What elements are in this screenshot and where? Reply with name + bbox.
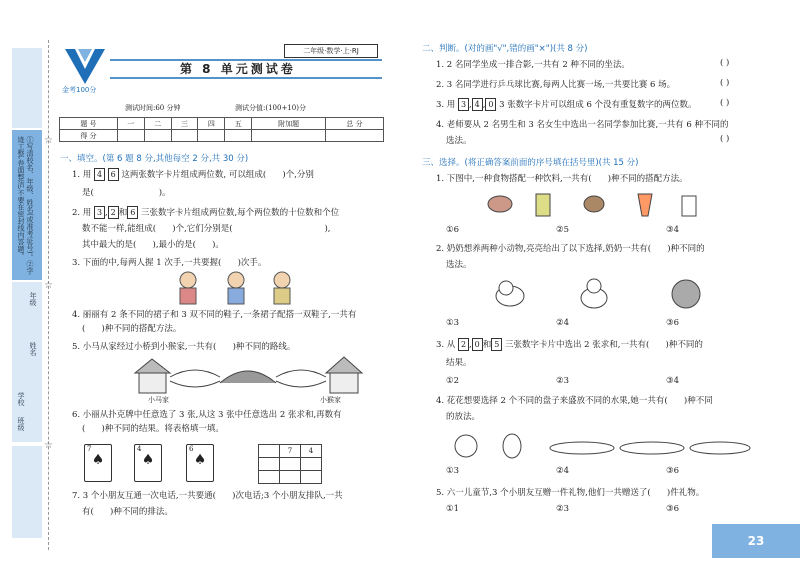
option[interactable]: ③4 xyxy=(666,225,680,235)
number-card: 6 xyxy=(127,206,138,219)
section-1-heading: 一、填空。(第 6 题 8 分,其他每空 2 分,共 30 分) xyxy=(60,154,249,164)
option[interactable]: ②4 xyxy=(556,318,570,328)
score-cell[interactable] xyxy=(144,130,171,142)
score-header-cell: 二 xyxy=(144,118,171,130)
judge-4-line2: 选法。 xyxy=(446,136,472,146)
judge-4: 4. 老师要从 2 名男生和 3 名女生中选出一名同学参加比赛,一共有 6 种不同的 xyxy=(436,120,729,130)
home-label-monkey: 小猴家 xyxy=(320,396,341,404)
option[interactable]: ②4 xyxy=(556,466,570,476)
score-header-cell: 一 xyxy=(117,118,144,130)
option[interactable]: ③4 xyxy=(666,376,680,386)
score-header-cell: 附加题 xyxy=(252,118,326,130)
animals-icon xyxy=(494,276,706,312)
test-score: 测试分值:(100+10)分 xyxy=(235,104,306,112)
option[interactable]: ③6 xyxy=(666,504,680,514)
poker-card: 4 ♠ xyxy=(134,444,162,482)
answer-paren[interactable]: ( ) xyxy=(720,98,730,108)
number-card: 0 xyxy=(485,98,496,111)
option[interactable]: ③6 xyxy=(666,466,680,476)
number-card: 0 xyxy=(472,338,483,351)
score-header-cell: 四 xyxy=(198,118,225,130)
poker-card: 6 ♠ xyxy=(186,444,214,482)
number-card: 6 xyxy=(108,168,119,181)
home-label-horse: 小马家 xyxy=(148,396,169,404)
route-diagram xyxy=(130,355,370,397)
answer-paren[interactable]: ( ) xyxy=(720,134,730,144)
seal-line xyxy=(48,40,49,550)
three-children-icon xyxy=(174,270,304,306)
option[interactable]: ③6 xyxy=(666,318,680,328)
score-cell[interactable] xyxy=(225,130,252,142)
judge-1: 1. 2 名同学坐成一排合影,一共有 2 种不同的坐法。 xyxy=(436,60,630,70)
option[interactable]: ①6 xyxy=(446,225,460,235)
question-4: 4. 丽丽有 2 条不同的裙子和 3 双不同的鞋子,一条裙子配搭一双鞋子,一共有 xyxy=(72,310,357,320)
question-2-line2: 数不能一样,能组成( )个,它们分别是( ), xyxy=(82,224,331,234)
question-6-line2: ( )种不同的结果。将表格填一填。 xyxy=(82,424,224,434)
score-header-cell: 五 xyxy=(225,118,252,130)
number-card: 4 xyxy=(94,168,105,181)
choice-1: 1. 下图中,一种食物搭配一种饮料,一共有( )种不同的搭配方法。 xyxy=(436,174,688,184)
choice-4-line2: 的放法。 xyxy=(446,412,481,422)
score-table xyxy=(59,117,384,142)
spade-icon: ♠ xyxy=(193,452,207,468)
number-card: 5 xyxy=(491,338,502,351)
choice-2-line2: 选法。 xyxy=(446,260,472,270)
sidebar-notice: ①写清校名、年级、姓名(或准考证号)。②字迹工整,卷面整洁,不要在密封线内答题。 xyxy=(17,136,34,275)
number-card: 2 xyxy=(108,206,119,219)
answer-paren[interactable]: ( ) xyxy=(720,58,730,68)
section-2-heading: 二、判断。(对的画"√",错的画"×")(共 8 分) xyxy=(422,44,588,54)
option[interactable]: ①3 xyxy=(446,466,460,476)
score-header-cell: 总 分 xyxy=(326,118,384,130)
grade-tag: 二年级·数学·上·RJ xyxy=(284,44,378,58)
question-6: 6. 小丽从扑克牌中任意选了 3 张,从这 3 张中任意选出 2 张求和,再数有 xyxy=(72,410,342,420)
choice-3-line2: 结果。 xyxy=(446,358,472,368)
page-number: 23 xyxy=(712,524,800,558)
grade-label: 年级 xyxy=(29,292,37,306)
judge-3: 3. 用 3 , 4 , 0 3 张数字卡片可以组成 6 个没有重复数字的两位数。 xyxy=(436,100,697,110)
test-time: 测试时间:60 分钟 xyxy=(125,104,181,112)
question-1-line2: 是( )。 xyxy=(82,188,171,198)
option[interactable]: ①2 xyxy=(446,376,460,386)
logo-text: 金考100分 xyxy=(62,86,97,94)
star-icon: ☆ xyxy=(44,135,53,146)
option[interactable]: ②3 xyxy=(556,504,570,514)
name-label: 姓名 xyxy=(29,342,37,356)
sidebar-top-panel xyxy=(12,48,42,128)
option[interactable]: ②3 xyxy=(556,376,570,386)
question-7-line2: 有( )种不同的排法。 xyxy=(82,507,173,517)
question-2: 2. 用 3 , 2 和 6 三张数字卡片组成两位数,每个两位数的十位数和个位 xyxy=(72,208,340,218)
option[interactable]: ①3 xyxy=(446,318,460,328)
question-5: 5. 小马从家经过小桥到小猴家,一共有( )种不同的路线。 xyxy=(72,342,296,352)
choice-2: 2. 奶奶想养两种小动物,亮亮给出了以下选择,奶奶一共有( )种不同的 xyxy=(436,244,705,254)
number-card: 3 xyxy=(94,206,105,219)
score-cell[interactable] xyxy=(198,130,225,142)
score-cell[interactable] xyxy=(252,130,326,142)
number-card: 3 xyxy=(458,98,469,111)
score-cell[interactable] xyxy=(117,130,144,142)
number-card: 2 xyxy=(458,338,469,351)
question-2-line3: 其中最大的是( ),最小的是( )。 xyxy=(82,240,224,250)
class-label: 班级 xyxy=(17,417,25,431)
school-label: 学校 xyxy=(17,392,25,406)
star-icon: ☆ xyxy=(44,440,53,451)
spade-icon: ♠ xyxy=(141,452,155,468)
sidebar-notice-panel xyxy=(12,130,42,280)
judge-2: 2. 3 名同学进行乒乓球比赛,每两人比赛一场,一共要比赛 6 场。 xyxy=(436,80,676,90)
food-drinks-icon xyxy=(486,190,706,218)
number-card: 4 xyxy=(472,98,483,111)
choice-4: 4. 花花想要选择 2 个不同的盘子来盛放不同的水果,她一共有( )种不同 xyxy=(436,396,713,406)
option[interactable]: ①1 xyxy=(446,504,460,514)
sidebar-bottom-panel xyxy=(12,446,42,538)
question-1: 1. 用 4 6 这两张数字卡片组成两位数, 可以组成( )个,分别 xyxy=(72,170,314,180)
fruits-plates-icon xyxy=(452,430,752,460)
score-cell[interactable] xyxy=(326,130,384,142)
section-3-heading: 三、选择。(将正确答案前面的序号填在括号里)(共 15 分) xyxy=(422,158,639,168)
score-header-cell: 题 号 xyxy=(60,118,118,130)
score-cell[interactable] xyxy=(171,130,198,142)
score-row-label: 得 分 xyxy=(60,130,118,142)
sum-table: 7 4 xyxy=(258,444,322,484)
question-4-line2: ( )种不同的搭配方法。 xyxy=(82,324,182,334)
poker-card: 7 ♠ xyxy=(84,444,112,482)
sidebar-info-panel xyxy=(12,282,42,442)
choice-3: 3. 从 2 , 0 和 5 三张数字卡片中选出 2 张求和,一共有( )种不同的 xyxy=(436,340,703,350)
score-header-cell: 三 xyxy=(171,118,198,130)
choice-5: 5. 六一儿童节,3 个小朋友互赠一件礼物,他们一共赠送了( )件礼物。 xyxy=(436,488,705,498)
logo-icon xyxy=(60,44,110,90)
page-title: 第 8 单元测试卷 xyxy=(180,62,296,76)
answer-paren[interactable]: ( ) xyxy=(720,78,730,88)
option[interactable]: ②5 xyxy=(556,225,570,235)
question-3: 3. 下面的中,每两人握 1 次手,一共要握( )次手。 xyxy=(72,258,267,268)
spade-icon: ♠ xyxy=(91,452,105,468)
star-icon: ☆ xyxy=(44,280,53,291)
question-7: 7. 3 个小朋友互通一次电话,一共要通( )次电话;3 个小朋友排队,一共 xyxy=(72,491,343,501)
